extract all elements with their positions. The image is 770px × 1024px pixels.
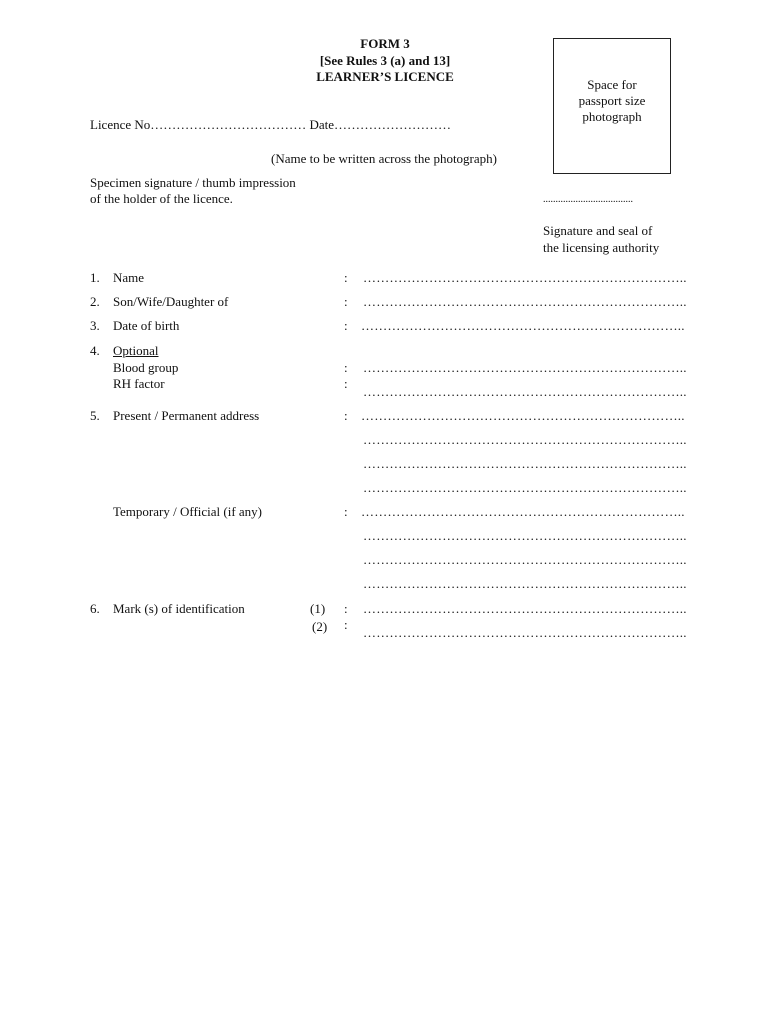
form-rules: [See Rules 3 (a) and 13] [319, 53, 451, 68]
field-relation-label: Son/Wife/Daughter of [113, 294, 229, 309]
licence-no-date-line: Licence No……………………………… Date……………………… [90, 117, 452, 132]
mark-2-label: (2) [312, 619, 328, 634]
colon: : [344, 360, 348, 375]
colon: : [344, 617, 348, 632]
field-name-label: Name [113, 270, 145, 285]
temp-address-dotline-2[interactable]: ……………………………………………………………….. [363, 528, 687, 543]
field-1-number: 1. [90, 270, 100, 285]
photo-line-2: passport size [578, 93, 646, 108]
field-address-label: Present / Permanent address [113, 408, 260, 423]
field-4-number: 4. [90, 343, 100, 358]
photo-line-1: Space for [587, 77, 637, 92]
field-6-number: 6. [90, 601, 100, 616]
blood-group-dotline[interactable]: ……………………………………………………………….. [363, 360, 687, 375]
address-dotline-3[interactable]: ……………………………………………………………….. [363, 456, 687, 471]
field-rh-factor-label: RH factor [113, 376, 165, 391]
specimen-line-1: Specimen signature / thumb impression [90, 175, 296, 190]
address-dotline-1[interactable]: ……………………………………………………………….. [361, 408, 685, 423]
authority-line-1: Signature and seal of [543, 223, 653, 238]
colon: : [344, 318, 348, 333]
form-number: FORM 3 [360, 36, 410, 51]
colon: : [344, 408, 348, 423]
relation-dotline[interactable]: ……………………………………………………………….. [363, 294, 687, 309]
photo-box [553, 38, 671, 174]
photo-line-3: photograph [582, 109, 642, 124]
field-2-number: 2. [90, 294, 100, 309]
colon: : [344, 376, 348, 391]
field-3-number: 3. [90, 318, 100, 333]
dob-dotline[interactable]: ……………………………………………………………….. [361, 318, 685, 333]
field-optional-label: Optional [113, 343, 159, 358]
colon: : [344, 504, 348, 519]
field-temporary-address-label: Temporary / Official (if any) [113, 504, 263, 519]
form-title: LEARNER’S LICENCE [316, 69, 454, 84]
mark-1-dotline[interactable]: ……………………………………………………………….. [363, 601, 687, 616]
colon: : [344, 294, 348, 309]
authority-line-2: the licensing authority [543, 240, 660, 255]
mark-2-dotline[interactable]: ……………………………………………………………….. [363, 625, 687, 640]
field-marks-label: Mark (s) of identification [113, 601, 245, 616]
temp-address-dotline-3[interactable]: ……………………………………………………………….. [363, 552, 687, 567]
rh-factor-dotline[interactable]: ……………………………………………………………….. [363, 384, 687, 399]
temp-address-dotline-1[interactable]: ……………………………………………………………….. [361, 504, 685, 519]
name-note: (Name to be written across the photograph) [271, 151, 497, 166]
authority-signature-dots: .................................... [543, 194, 633, 205]
field-5-number: 5. [90, 408, 100, 423]
field-blood-group-label: Blood group [113, 360, 179, 375]
address-dotline-4[interactable]: ……………………………………………………………….. [363, 480, 687, 495]
colon: : [344, 601, 348, 616]
name-dotline[interactable]: ……………………………………………………………….. [363, 270, 687, 285]
temp-address-dotline-4[interactable]: ……………………………………………………………….. [363, 576, 687, 591]
field-dob-label: Date of birth [113, 318, 180, 333]
address-dotline-2[interactable]: ……………………………………………………………….. [363, 432, 687, 447]
colon: : [344, 270, 348, 285]
specimen-line-2: of the holder of the licence. [90, 191, 233, 206]
mark-1-label: (1) [310, 601, 326, 616]
